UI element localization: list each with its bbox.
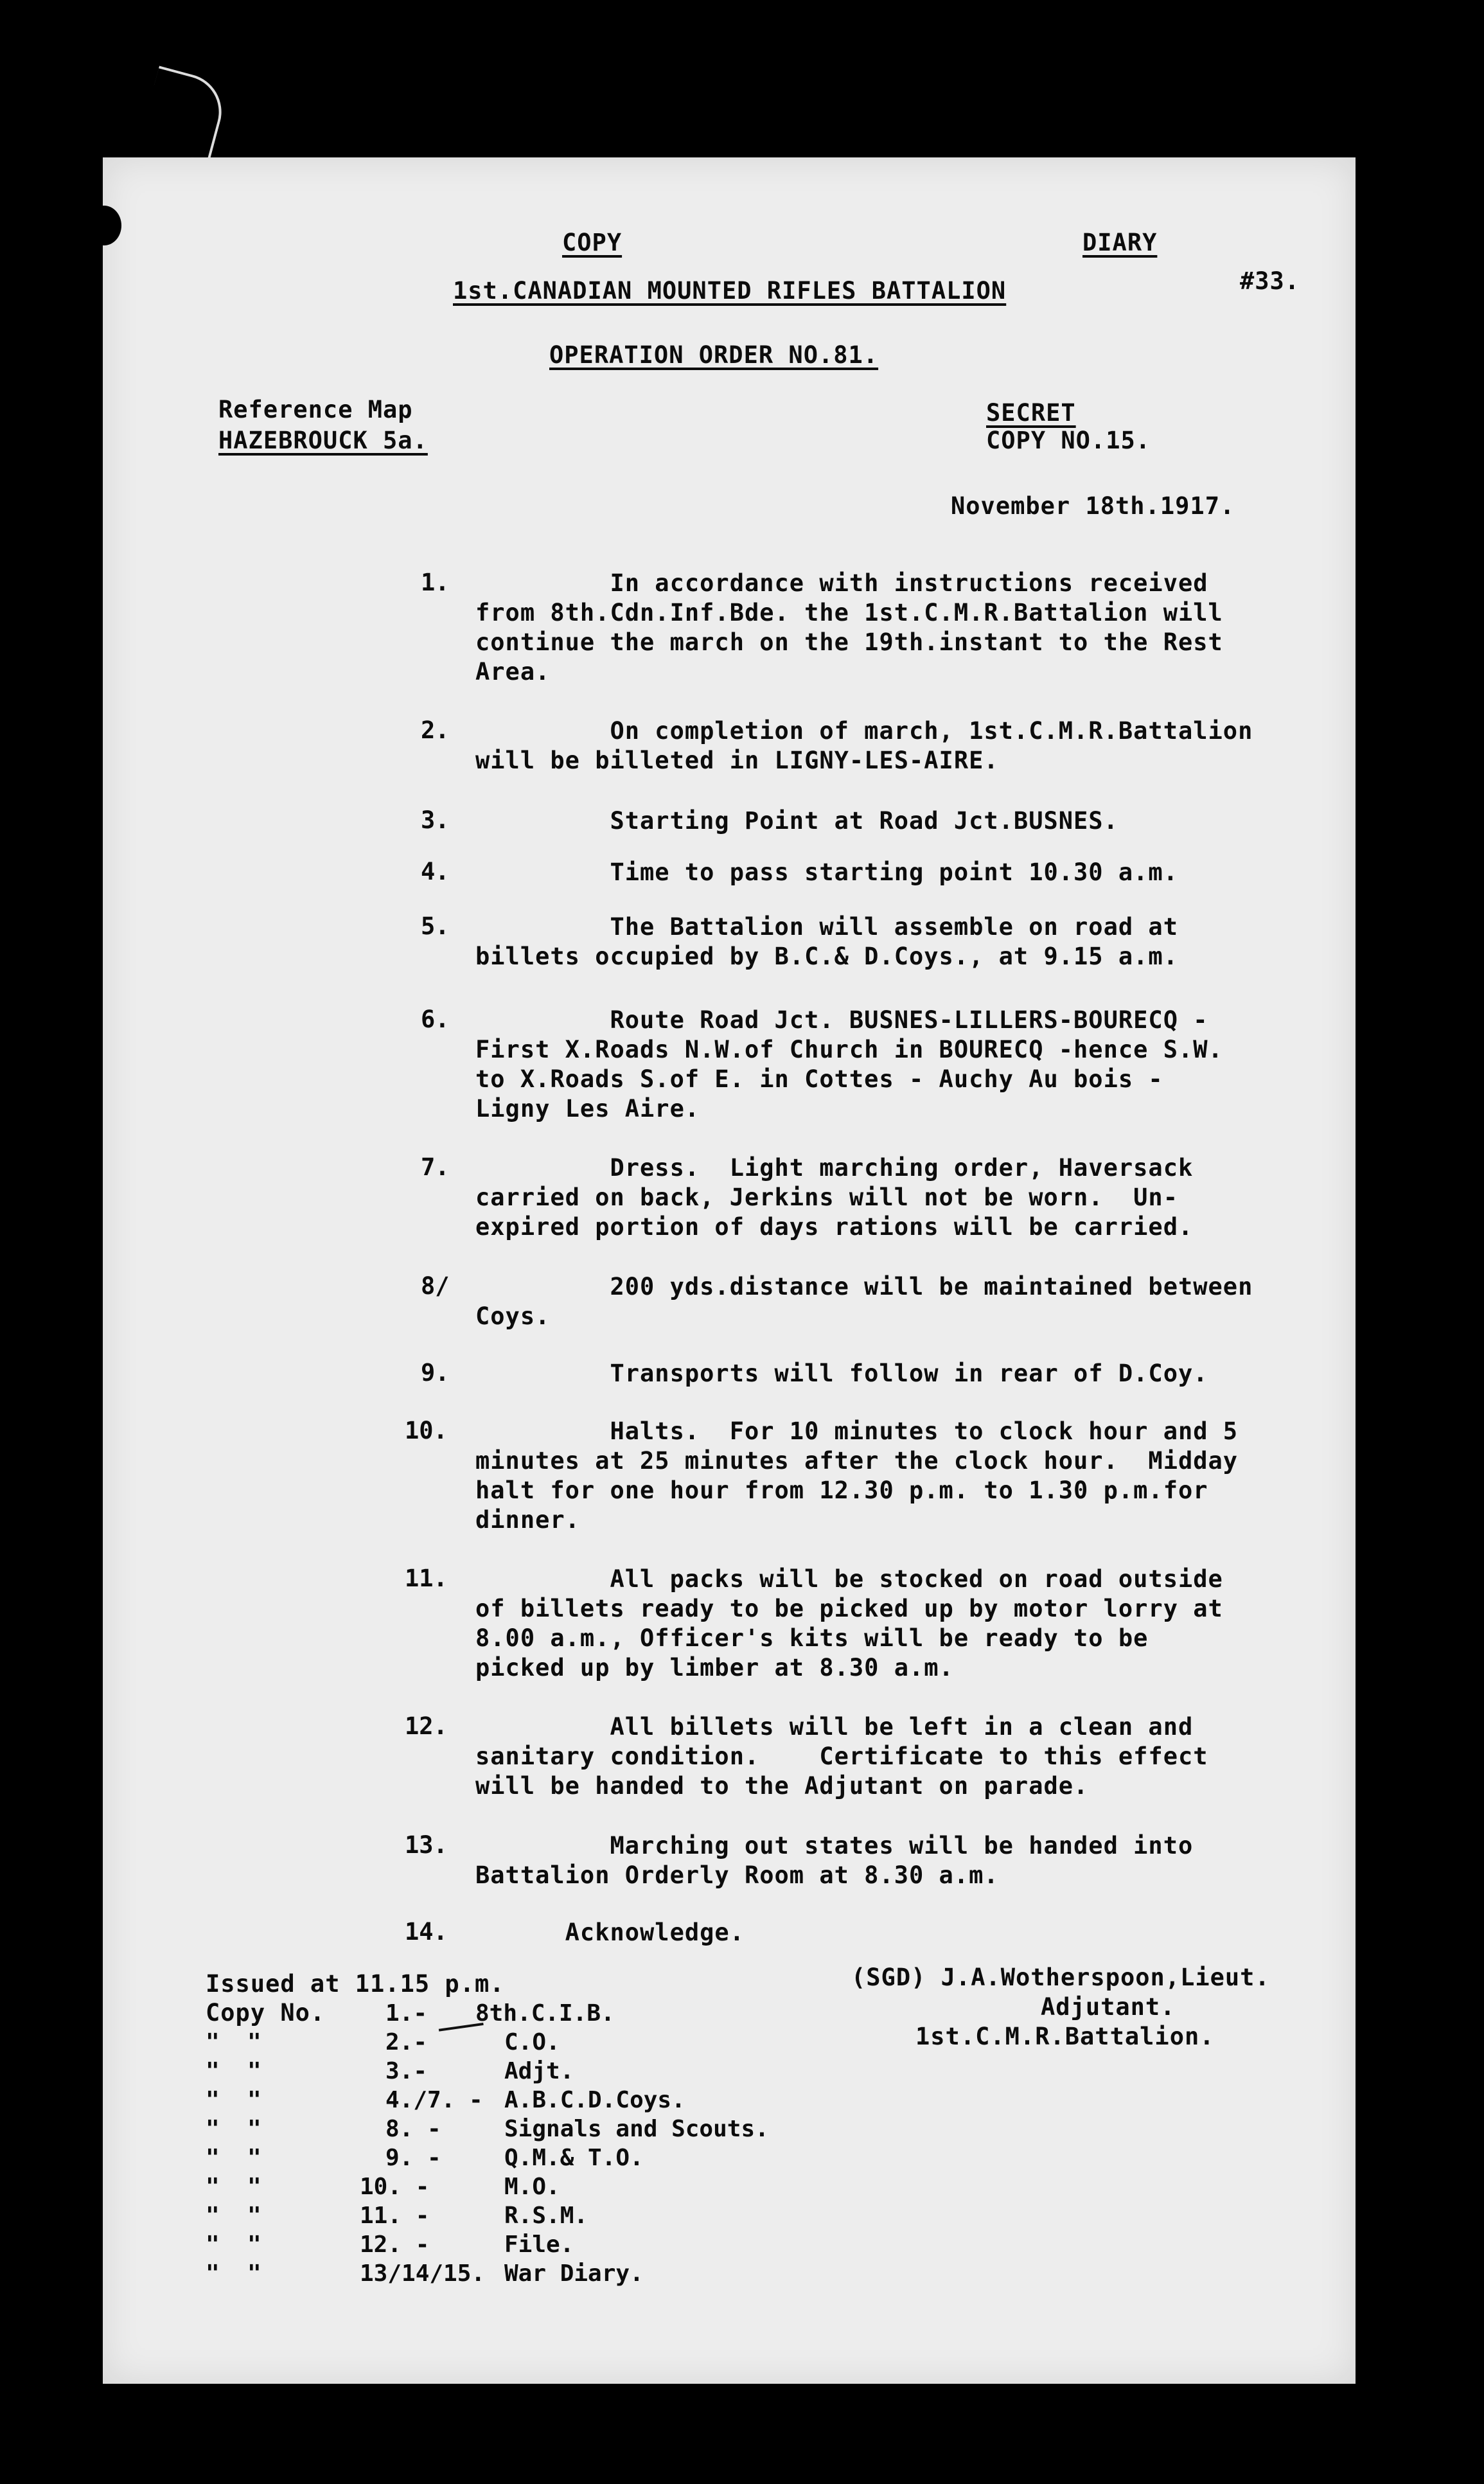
copy-label: COPY [562, 229, 623, 256]
order-date: November 18th.1917. [951, 492, 1235, 520]
diary-label: DIARY [1082, 229, 1158, 256]
distribution-prefix: " " [206, 2058, 261, 2084]
distribution-prefix: " " [206, 2029, 261, 2055]
copy-number: COPY NO.15. [986, 427, 1151, 454]
signature-title: Adjutant. [1041, 1993, 1176, 2021]
para-number: 1. [421, 569, 450, 596]
distribution-prefix: " " [206, 2231, 261, 2258]
distribution-recipient: Q.M.& T.O. [504, 2145, 644, 2171]
secret-label: SECRET [986, 399, 1076, 427]
para-number: 5. [421, 912, 450, 940]
para-text: Halts. For 10 minutes to clock hour and 5 minutes at 25 minutes after the clock hour. Midday halt for one hour from 12.30 p.m. to 1.30 p.m.for dinner. [475, 1417, 1239, 1534]
document-page [103, 157, 1356, 2384]
para-text: Dress. Light marching order, Haversack carried on back, Jerkins will not be worn. Un- expired portion of days rations will be carried. [475, 1154, 1194, 1241]
para-number: 10. [405, 1417, 448, 1444]
para-number: 14. [405, 1918, 448, 1946]
distribution-number: 4./7. - [385, 2087, 483, 2113]
distribution-recipient: C.O. [504, 2029, 560, 2055]
punch-hole [87, 206, 121, 245]
paper-scrap-mark [139, 66, 230, 161]
para-text: The Battalion will assemble on road at billets occupied by B.C.& D.Coys., at 9.15 a.m. [475, 913, 1178, 970]
distribution-recipient: R.S.M. [504, 2203, 588, 2229]
distribution-recipient: War Diary. [504, 2260, 644, 2287]
para-number: 2. [421, 716, 450, 744]
distribution-prefix: " " [206, 2116, 261, 2142]
distribution-number: 10. - [360, 2174, 430, 2200]
para-text: All billets will be left in a clean and sanitary condition. Certificate to this effect will be handed to the Adjutant on parade. [475, 1713, 1208, 1800]
para-number: 13. [405, 1831, 448, 1859]
para-number: 3. [421, 806, 450, 834]
distribution-recipient: M.O. [504, 2174, 560, 2200]
distribution-recipient: Adjt. [504, 2058, 574, 2084]
distribution-number: 12. - [360, 2231, 430, 2258]
para-number: 8/ [421, 1272, 450, 1300]
distribution-number: 13/14/15. [360, 2260, 486, 2287]
distribution-prefix: " " [206, 2203, 261, 2229]
distribution-recipient: A.B.C.D.Coys. [504, 2087, 685, 2113]
page-number: #33. [1240, 267, 1300, 295]
distribution-prefix: " " [206, 2087, 261, 2113]
para-text: Time to pass starting point 10.30 a.m. [475, 858, 1178, 886]
para-number: 11. [405, 1565, 448, 1592]
signature-unit: 1st.C.M.R.Battalion. [915, 2023, 1215, 2050]
para-text: Route Road Jct. BUSNES-LILLERS-BOURECQ - First X.Roads N.W.of Church in BOURECQ -hence S.W. to X.Roads S.of E. in Cottes - Auchy Au bois - Ligny Les Aire. [475, 1006, 1223, 1122]
para-number: 12. [405, 1712, 448, 1740]
para-number: 7. [421, 1153, 450, 1181]
distribution-number: 9. - [385, 2145, 441, 2171]
distribution-number: 11. - [360, 2203, 430, 2229]
order-title: OPERATION ORDER NO.81. [549, 341, 879, 369]
distribution-prefix: " " [206, 2145, 261, 2171]
distribution-number: 1.- [385, 2000, 428, 2027]
reference-map-label: Reference Map [218, 396, 413, 423]
para-text: Marching out states will be handed into Battalion Orderly Room at 8.30 a.m. [475, 1832, 1194, 1889]
signature-name: (SGD) J.A.Wotherspoon,Lieut. [851, 1964, 1270, 1991]
distribution-number: 3.- [385, 2058, 428, 2084]
distribution-number: 8. - [385, 2116, 441, 2142]
distribution-recipient: Signals and Scouts. [504, 2116, 769, 2142]
para-text: Acknowledge. [475, 1919, 745, 1946]
para-text: 200 yds.distance will be maintained between Coys. [475, 1273, 1253, 1330]
distribution-recipient: File. [504, 2231, 574, 2258]
para-text: On completion of march, 1st.C.M.R.Battalion will be billeted in LIGNY-LES-AIRE. [475, 717, 1253, 774]
para-text: Transports will follow in rear of D.Coy. [475, 1360, 1208, 1387]
distribution-prefix: " " [206, 2174, 261, 2200]
para-number: 6. [421, 1006, 450, 1033]
para-text: In accordance with instructions received from 8th.Cdn.Inf.Bde. the 1st.C.M.R.Battalion will continue the march on the 19th.instant to the Rest Area. [475, 569, 1223, 686]
reference-map-sheet: HAZEBROUCK 5a. [218, 427, 428, 454]
para-text: All packs will be stocked on road outside of billets ready to be picked up by motor lorry at 8.00 a.m., Officer's kits will be ready to be picked up by limber at 8.30 a.m. [475, 1565, 1223, 1681]
para-number: 4. [421, 858, 450, 885]
distribution-prefix: " " [206, 2260, 261, 2287]
para-text: Starting Point at Road Jct.BUSNES. [475, 807, 1118, 835]
para-number: 9. [421, 1359, 450, 1387]
distribution-recipient: 8th.C.I.B. [475, 2000, 615, 2027]
copy-no-label: Copy No. [206, 1999, 326, 2027]
issued-time: Issued at 11.15 p.m. [206, 1970, 505, 1998]
distribution-number: 2.- [385, 2029, 428, 2055]
unit-title: 1st.CANADIAN MOUNTED RIFLES BATTALION [453, 277, 1007, 305]
